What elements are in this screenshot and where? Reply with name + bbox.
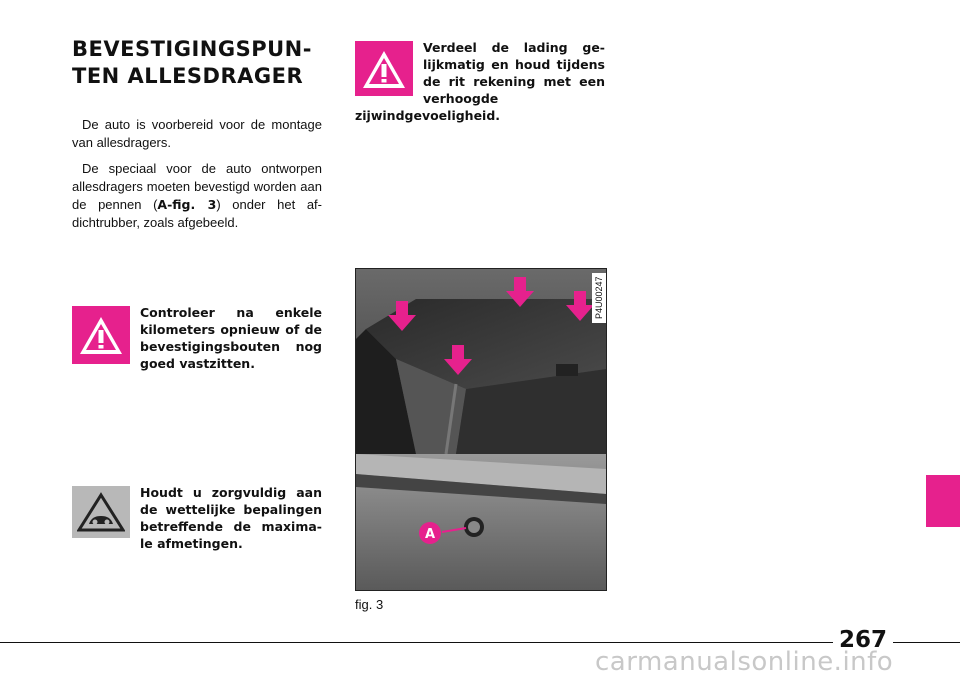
heading-line-1: BEVESTIGINGSPUN- xyxy=(72,37,312,61)
figure-code: P4U00247 xyxy=(594,276,604,319)
warning-note-check xyxy=(72,304,322,372)
marker-a-label: A xyxy=(424,527,436,542)
warning-note-load xyxy=(355,39,605,124)
section-tab xyxy=(926,475,960,527)
paragraph-2-start: De speciaal voor de auto ontworpen allesdragers moeten bevestigd worden aan de pennen ( xyxy=(72,161,322,212)
heading-line-2: TEN ALLESDRAGER xyxy=(72,64,304,88)
figure-reference: A-fig. 3 xyxy=(157,197,217,212)
warning-triangle-icon xyxy=(355,41,413,96)
body-text xyxy=(72,116,322,240)
paragraph-2-end: ) onder het af-dichtrubber, zoals afgebeeld. xyxy=(72,197,323,230)
watermark: carmanualsonline.info xyxy=(595,647,894,677)
warning-note-laws-text: Houdt u zorgvuldig aan de wettelijke bepalingen betreffende de maxima-le afmetingen. xyxy=(140,485,322,551)
warning-note-laws xyxy=(72,484,322,552)
warning-note-check-text: Controleer na enkele kilometers opnieuw of de bevestigingsbouten nog goed vastzitten. xyxy=(140,305,322,371)
footer-rule xyxy=(0,642,960,643)
page-number: 267 xyxy=(833,627,893,653)
warning-note-load-text: Verdeel de lading ge-lijkmatig en houd tijdens de rit rekening met een verhoogde zijwindgevoeligheid. xyxy=(355,40,605,123)
figure-photo xyxy=(355,268,607,591)
figure-caption: fig. 3 xyxy=(355,597,384,612)
paragraph-2 xyxy=(72,160,322,232)
environment-warning-icon xyxy=(72,486,130,538)
paragraph-1: De auto is voorbereid voor de montage van allesdragers. xyxy=(72,117,322,150)
warning-triangle-icon xyxy=(72,306,130,364)
section-heading xyxy=(72,36,332,90)
